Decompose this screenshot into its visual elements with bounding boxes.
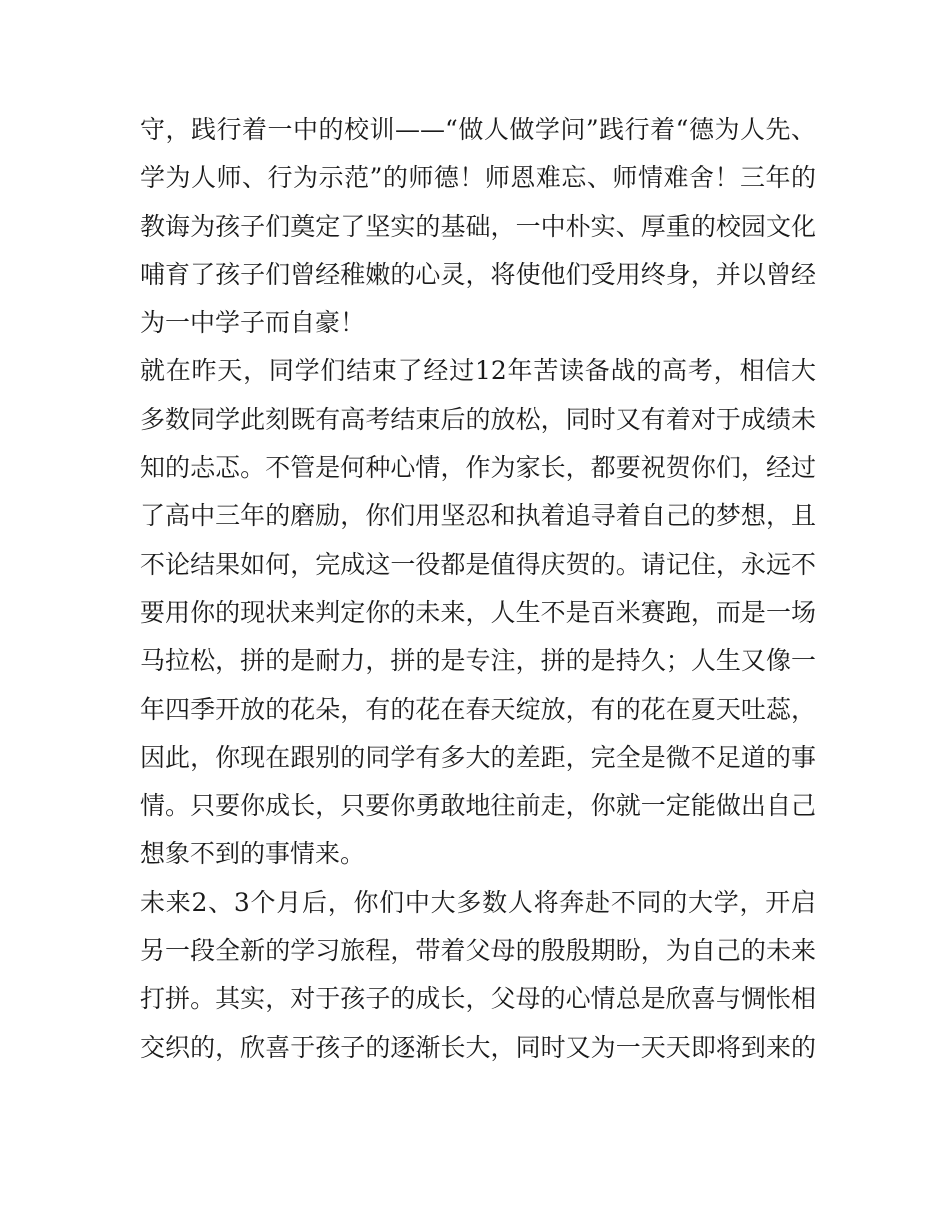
text-line: 学为人师、行为示范”的师德！师恩难忘、师情难舍！三年的 <box>140 163 816 193</box>
text-line: 另一段全新的学习旅程，带着父母的殷殷期盼，为自己的未来 <box>140 936 816 966</box>
text-line: 了高中三年的磨励，你们用坚忍和执着追寻着自己的梦想，且 <box>140 501 816 531</box>
paragraph-2 <box>140 347 816 878</box>
text-line: 因此，你现在跟别的同学有多大的差距，完全是微不足道的事 <box>140 742 816 772</box>
text-line: 不论结果如何，完成这一役都是值得庆贺的。请记住，永远不 <box>140 549 816 579</box>
document-body <box>140 106 816 1072</box>
text-line: 年四季开放的花朵，有的花在春天绽放，有的花在夏天吐蕊， <box>140 694 816 724</box>
text-line: 多数同学此刻既有高考结束后的放松，同时又有着对于成绩未 <box>140 404 816 434</box>
text-line: 想象不到的事情来。 <box>140 839 366 869</box>
paragraph-1 <box>140 106 816 347</box>
text-line: 情。只要你成长，只要你勇敢地往前走，你就一定能做出自己 <box>140 791 816 821</box>
text-line: 教诲为孩子们奠定了坚实的基础，一中朴实、厚重的校园文化 <box>140 211 816 241</box>
text-line: 马拉松，拼的是耐力，拼的是专注，拼的是持久；人生又像一 <box>140 646 816 676</box>
text-line: 未来2、3个月后，你们中大多数人将奔赴不同的大学，开启 <box>140 887 816 917</box>
text-line: 要用你的现状来判定你的未来，人生不是百米赛跑，而是一场 <box>140 597 816 627</box>
text-line: 为一中学子而自豪！ <box>140 308 366 338</box>
text-line: 打拼。其实，对于孩子的成长，父母的心情总是欣喜与惆怅相 <box>140 984 816 1014</box>
paragraph-3 <box>140 879 816 1072</box>
text-line: 守，践行着一中的校训——“做人做学问”践行着“德为人先、 <box>140 115 816 144</box>
text-line: 就在昨天，同学们结束了经过12年苦读备战的高考，相信大 <box>140 356 816 386</box>
text-line: 交织的，欣喜于孩子的逐渐长大，同时又为一天天即将到来的 <box>140 1032 816 1062</box>
text-line: 哺育了孩子们曾经稚嫩的心灵，将使他们受用终身，并以曾经 <box>140 259 816 289</box>
text-line: 知的忐忑。不管是何种心情，作为家长，都要祝贺你们，经过 <box>140 453 816 483</box>
